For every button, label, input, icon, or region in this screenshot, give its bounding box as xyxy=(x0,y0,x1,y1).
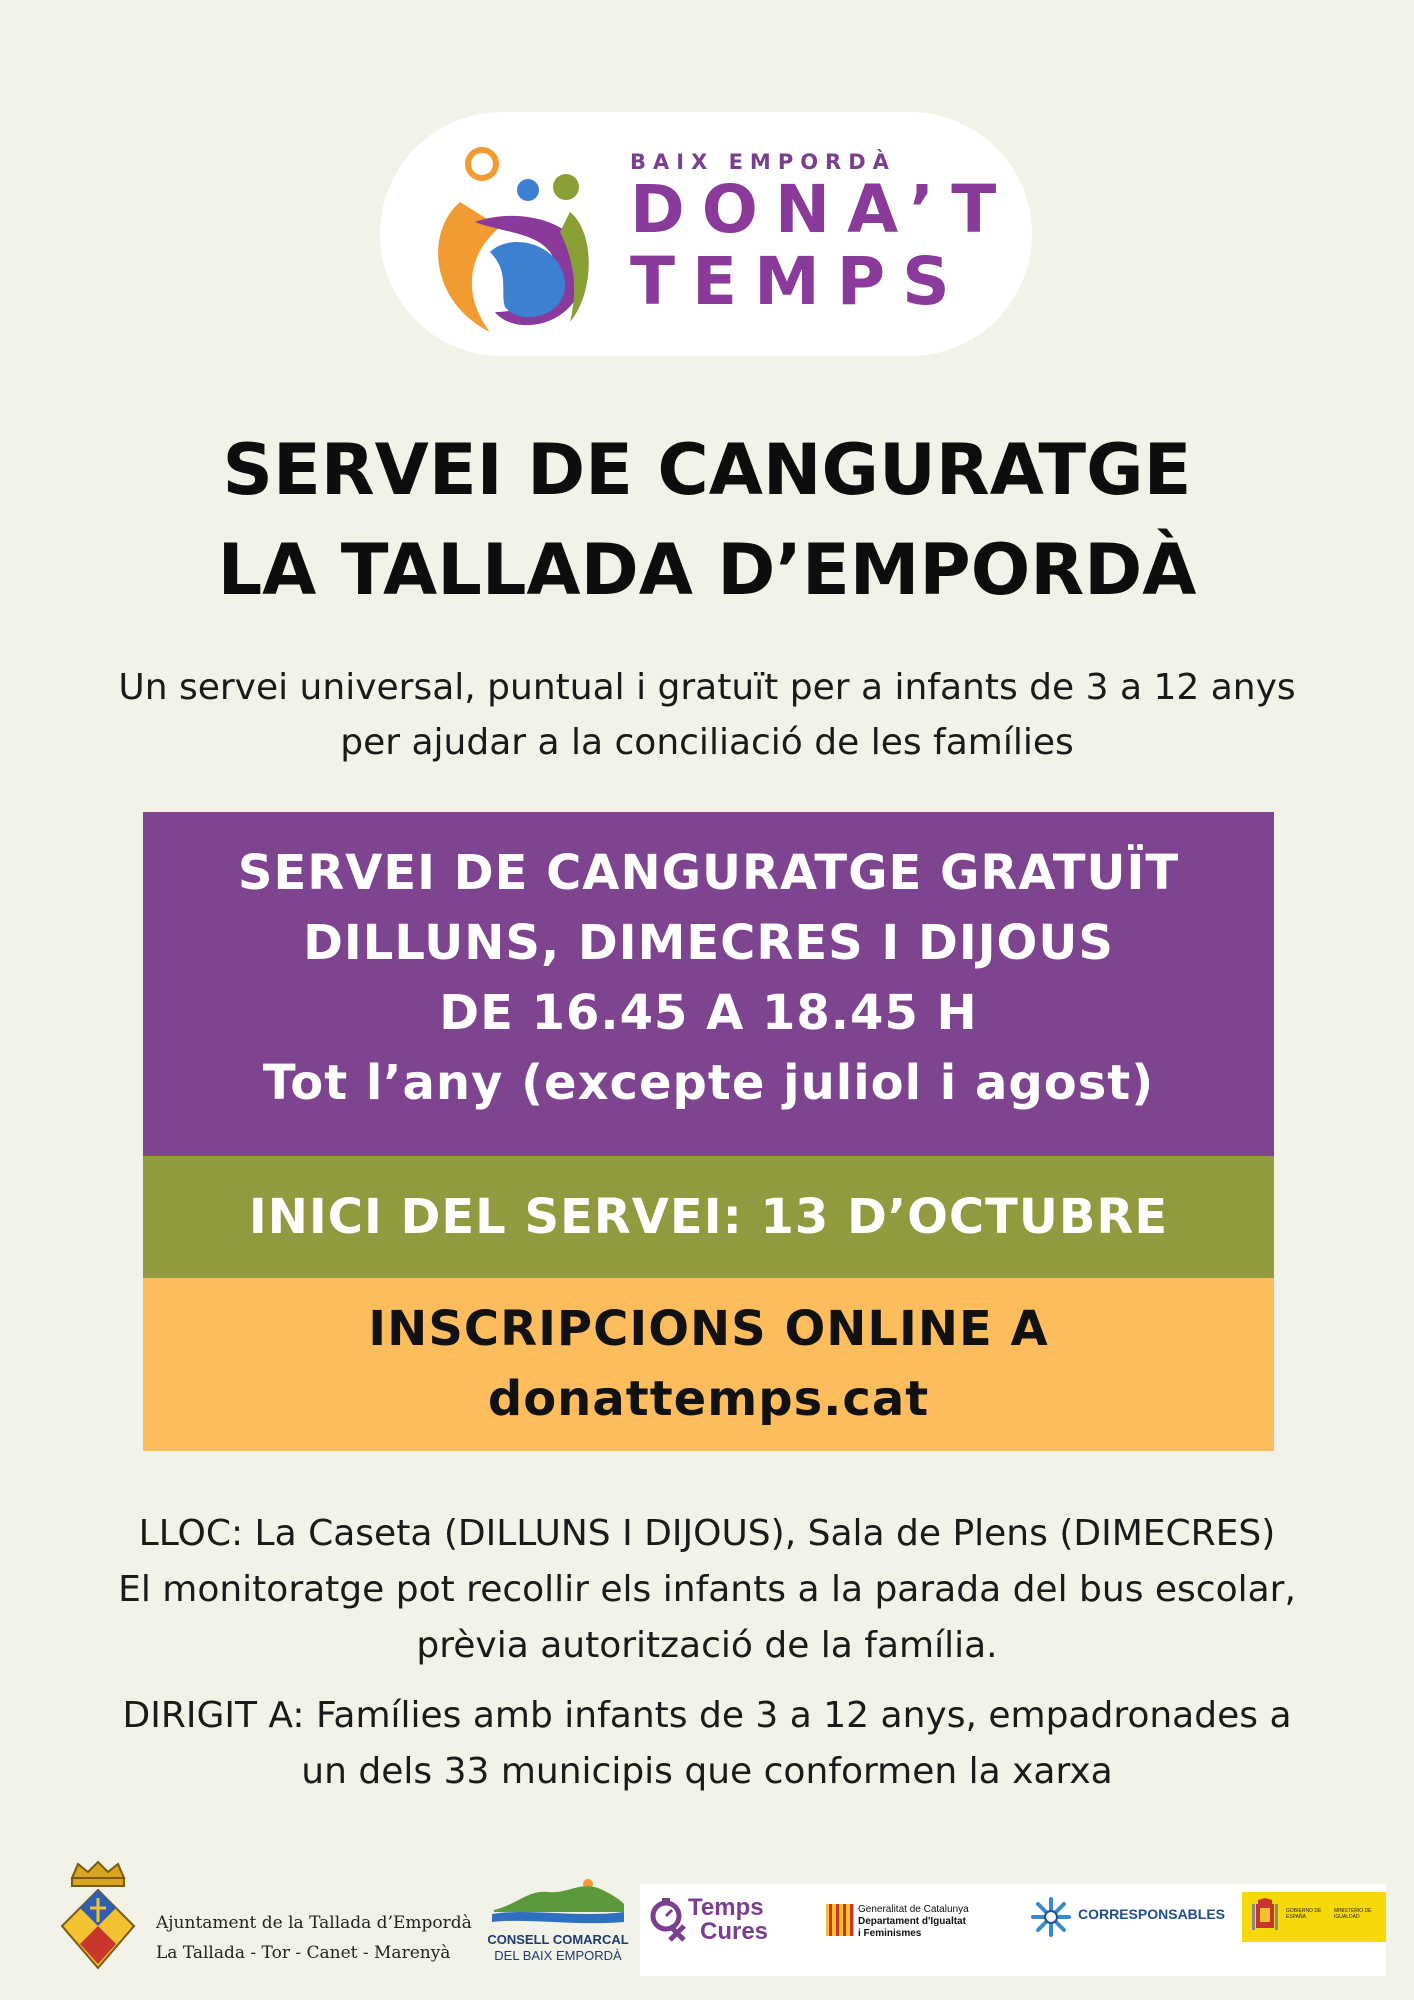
info-line-3: prèvia autorització de la família. xyxy=(416,1625,998,1666)
stopwatch-icon xyxy=(648,1896,690,1942)
info-line-2: El monitoratge pot recollir els infants a la parada del bus escolar, xyxy=(118,1569,1296,1610)
page-title-line-1: SERVEI DE CANGURATGE xyxy=(222,429,1192,511)
corresponsables-text: CORRESPONSABLES xyxy=(1078,1906,1226,1922)
logo-banner xyxy=(380,112,1032,356)
schedule-line-3: DE 16.45 A 18.45 H xyxy=(439,985,978,1041)
generalitat-line-3: i Feminismes xyxy=(858,1928,922,1939)
signup-link[interactable]: donattemps.cat xyxy=(487,1371,930,1427)
start-date-text: INICI DEL SERVEI: 13 D’OCTUBRE xyxy=(248,1189,1169,1245)
start-date-box xyxy=(143,1156,1274,1278)
consell-line-2: DEL BAIX EMPORDÀ xyxy=(494,1948,622,1963)
ministerio-text: MINISTERIO DE IGUALDAD xyxy=(1334,1908,1372,1920)
signup-box xyxy=(143,1278,1274,1451)
generalitat-line-2: Departament d'Igualtat xyxy=(858,1916,966,1927)
signup-line-1: INSCRIPCIONS ONLINE A xyxy=(368,1301,1049,1357)
page-title-line-2: LA TALLADA D’EMPORDÀ xyxy=(217,529,1197,611)
spain-coat-of-arms-icon xyxy=(1250,1898,1280,1936)
info-line-4: DIRIGIT A: Famílies amb infants de 3 a 12 anys, empadronades a xyxy=(122,1695,1292,1736)
info-line-1: LLOC: La Caseta (DILLUNS I DIJOUS), Sala de Plens (DIMECRES) xyxy=(138,1513,1276,1554)
schedule-box xyxy=(143,812,1274,1156)
schedule-line-2: DILLUNS, DIMECRES I DIJOUS xyxy=(303,915,1114,971)
intro-line-1: Un servei universal, puntual i gratuït per a infants de 3 a 12 anys xyxy=(118,667,1296,708)
info-line-5: un dels 33 municipis que conformen la xarxa xyxy=(301,1751,1113,1792)
temps-cures-line-1: Temps xyxy=(688,1894,764,1921)
corresponsables-star-icon xyxy=(1030,1896,1072,1938)
logo-text xyxy=(630,150,1013,318)
schedule-line-1: SERVEI DE CANGURATGE GRATUÏT xyxy=(237,845,1180,901)
gobierno-text: GOBIERNO DE ESPAÑA xyxy=(1286,1908,1322,1920)
consell-comarcal-logo-icon xyxy=(488,1874,628,1930)
schedule-line-4: Tot l’any (excepte juliol i agost) xyxy=(262,1055,1155,1111)
logo-line-1: DONA’T xyxy=(630,171,1014,248)
generalitat-line-1: Generalitat de Catalunya xyxy=(858,1904,969,1915)
family-figures-icon xyxy=(420,132,620,342)
consell-comarcal-text xyxy=(478,1932,638,1964)
ajuntament-text xyxy=(156,1908,496,1968)
ajuntament-villages: La Tallada - Tor - Canet - Marenyà xyxy=(156,1943,451,1963)
temps-cures-text xyxy=(688,1896,768,1944)
consell-line-1: CONSELL COMARCAL xyxy=(487,1932,629,1947)
generalitat-text xyxy=(858,1904,1008,1940)
town-crest-icon xyxy=(58,1860,138,1972)
temps-cures-line-2: Cures xyxy=(700,1918,769,1945)
generalitat-flag-icon xyxy=(826,1904,854,1936)
ajuntament-name: Ajuntament de la Tallada d’Empordà xyxy=(156,1913,472,1933)
logo-region: BAIX EMPORDÀ xyxy=(630,150,896,174)
logo-line-2: TEMPS xyxy=(630,243,967,320)
intro-line-2: per ajudar a la conciliació de les famílies xyxy=(340,722,1074,763)
